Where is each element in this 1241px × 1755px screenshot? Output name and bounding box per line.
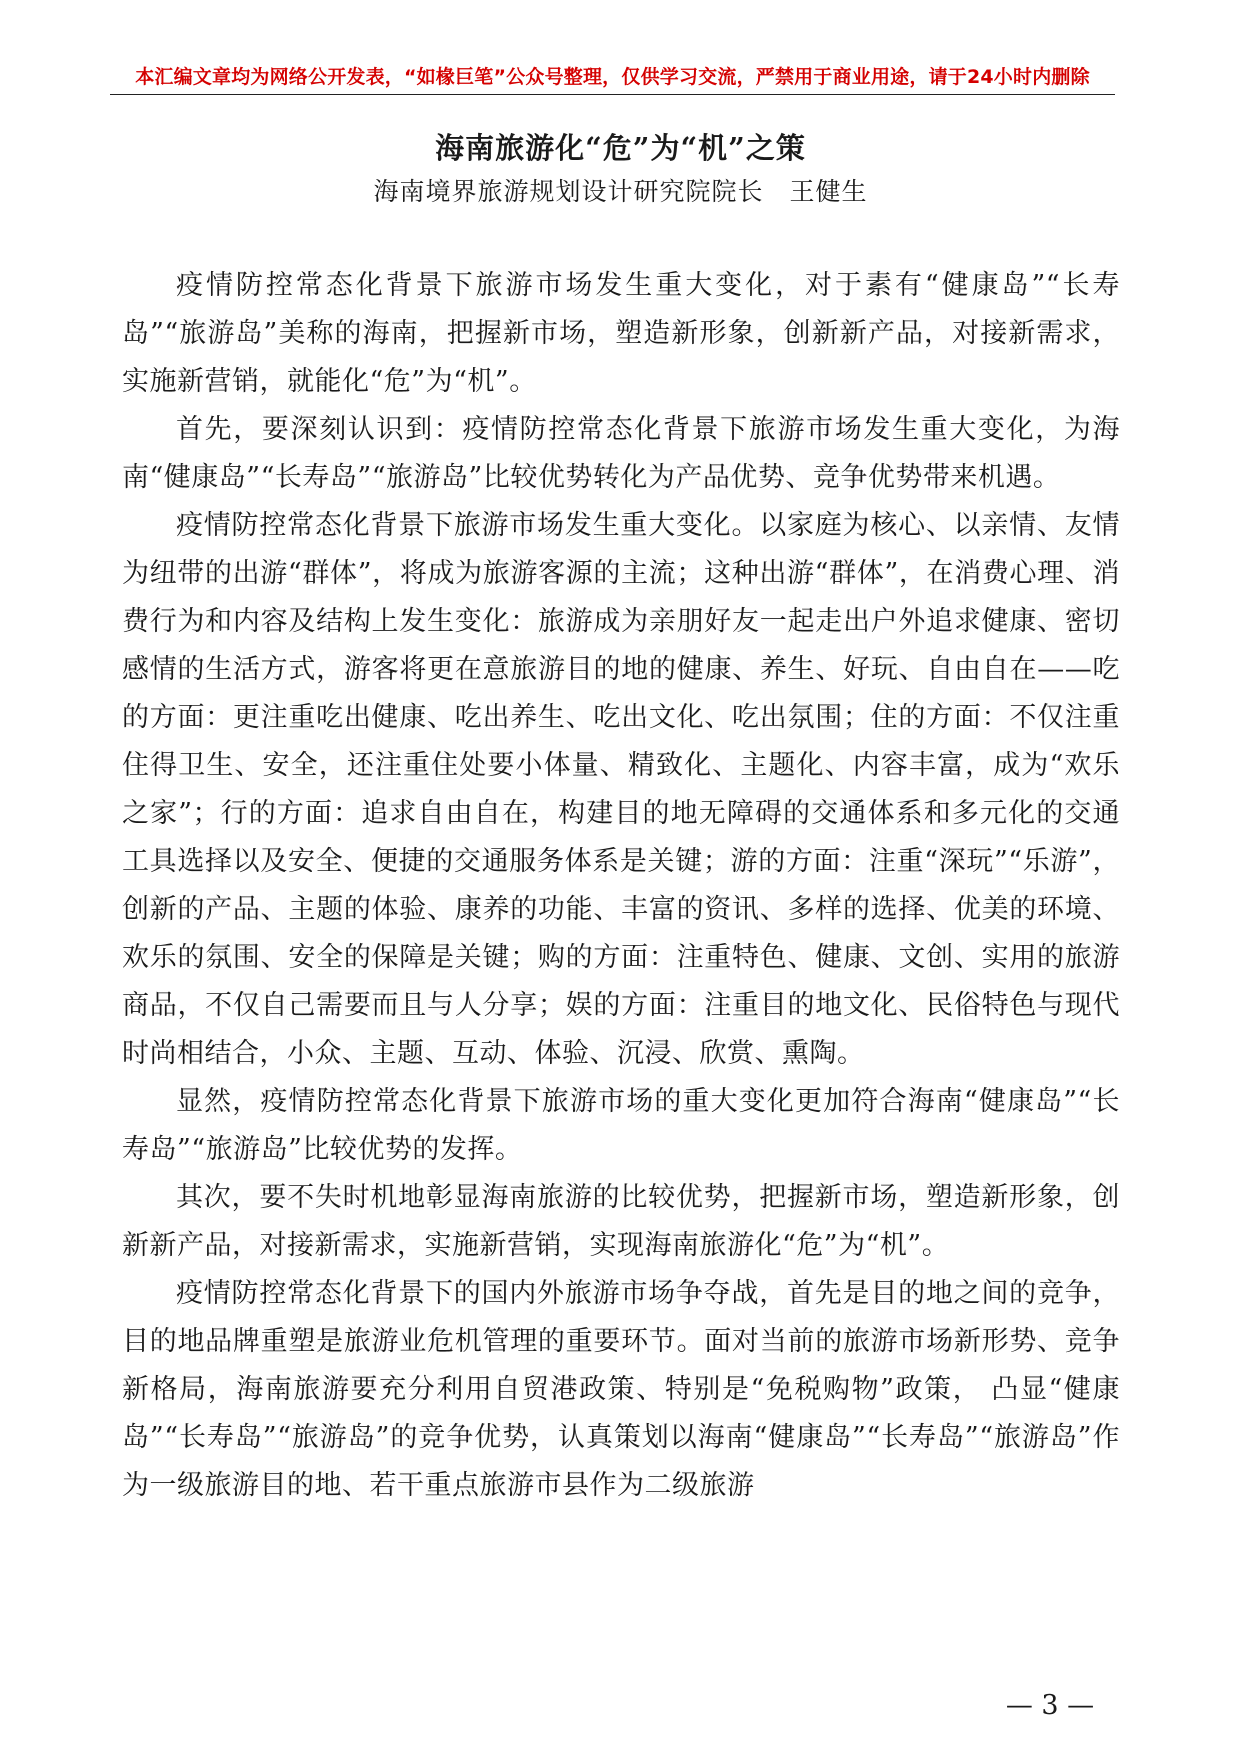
page-number: — 3 — xyxy=(1005,1690,1095,1721)
article-title: 海南旅游化“危”为“机”之策 xyxy=(435,131,806,165)
article-body xyxy=(122,262,1120,1510)
banner-divider xyxy=(110,94,1115,95)
paragraph: 疫情防控常态化背景下的国内外旅游市场争夺战，首先是目的地之间的竞争，目的地品牌重塑是旅游业危机管理的重要环节。面对当前的旅游市场新形势、竞争新格局，海南旅游要充分利用自贸港政策、特别是“免税购物”政策， 凸显“健康岛”“长寿岛”“旅游岛”的竞争优势，认真策划以海南“健康岛”“长寿岛”“旅游岛”作为一级旅游目的地、若干重点旅游市县作为二级旅游 xyxy=(122,1278,1120,1501)
paragraph: 首先，要深刻认识到：疫情防控常态化背景下旅游市场发生重大变化，为海南“健康岛”“长寿岛”“旅游岛”比较优势转化为产品优势、竞争优势带来机遇。 xyxy=(122,414,1120,493)
paragraph: 疫情防控常态化背景下旅游市场发生重大变化，对于素有“健康岛”“长寿岛”“旅游岛”美称的海南，把握新市场，塑造新形象，创新新产品，对接新需求，实施新营销，就能化“危”为“机”。 xyxy=(122,270,1120,397)
paragraph: 其次，要不失时机地彰显海南旅游的比较优势，把握新市场，塑造新形象，创新新产品，对接新需求，实施新营销，实现海南旅游化“危”为“机”。 xyxy=(122,1182,1120,1261)
paragraph: 疫情防控常态化背景下旅游市场发生重大变化。以家庭为核心、以亲情、友情为纽带的出游“群体”，将成为旅游客源的主流；这种出游“群体”，在消费心理、消费行为和内容及结构上发生变化：旅游成为亲朋好友一起走出户外追求健康、密切感情的生活方式，游客将更在意旅游目的地的健康、养生、好玩、自由自在——吃的方面：更注重吃出健康、吃出养生、吃出文化、吃出氛围；住的方面：不仅注重住得卫生、安全，还注重住处要小体量、精致化、主题化、内容丰富，成为“欢乐之家”；行的方面：追求自由自在，构建目的地无障碍的交通体系和多元化的交通工具选择以及安全、便捷的交通服务体系是关键；游的方面：注重“深玩”“乐游”，创新的产品、主题的体验、康养的功能、丰富的资讯、多样的选择、优美的环境、欢乐的氛围、安全的保障是关键；购的方面：注重特色、健康、文创、实用的旅游商品，不仅自己需要而且与人分享；娱的方面：注重目的地文化、民俗特色与现代时尚相结合，小众、主题、互动、体验、沉浸、欣赏、熏陶。 xyxy=(122,510,1120,1069)
paragraph: 显然，疫情防控常态化背景下旅游市场的重大变化更加符合海南“健康岛”“长寿岛”“旅游岛”比较优势的发挥。 xyxy=(122,1086,1120,1165)
article-byline: 海南境界旅游规划设计研究院院长 王健生 xyxy=(373,177,868,206)
copyright-notice-banner: 本汇编文章均为网络公开发表，“如椽巨笔”公众号整理，仅供学习交流，严禁用于商业用途，请于24小时内删除 xyxy=(135,66,1090,88)
